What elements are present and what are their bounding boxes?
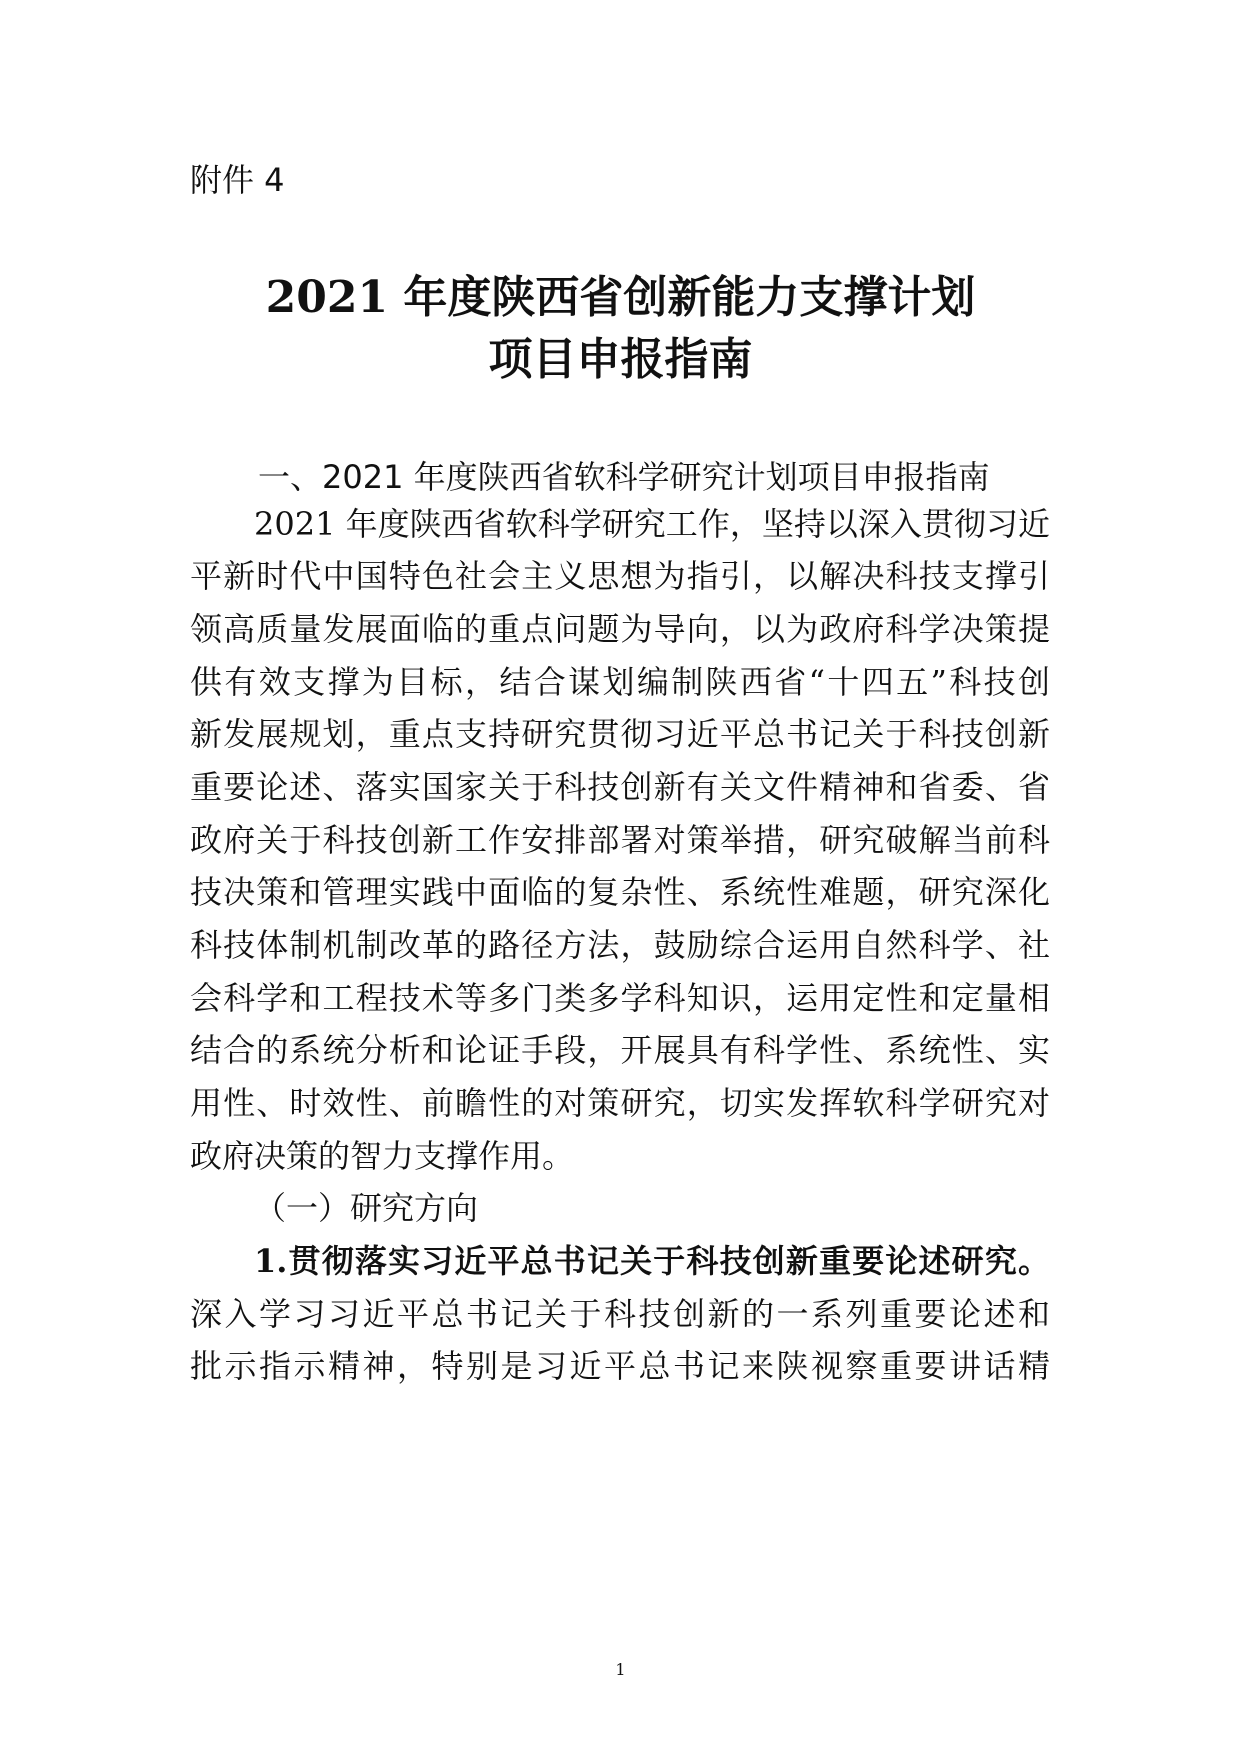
attachment-label: 附件 4 [190,161,285,199]
body-line: 重要论述、落实国家关于科技创新有关文件精神和省委、省 [190,768,1050,806]
body-line: 技决策和管理实践中面临的复杂性、系统性难题，研究深化 [190,873,1050,911]
subheading: （一）研究方向 [254,1189,479,1227]
body-line: 政府决策的智力支撑作用。 [190,1137,575,1175]
body-line: 供有效支撑为目标，结合谋划编制陕西省“十四五”科技创 [190,663,1050,701]
document-title-line-1: 2021 年度陕西省创新能力支撑计划 [265,272,976,323]
section-heading: 一、2021 年度陕西省软科学研究计划项目申报指南 [258,458,990,496]
body-line: 领高质量发展面临的重点问题为导向，以为政府科学决策提 [190,610,1050,648]
body-line: 政府关于科技创新工作安排部署对策举措，研究破解当前科 [190,821,1050,859]
document-title-line-2: 项目申报指南 [488,334,753,385]
body-line: 用性、时效性、前瞻性的对策研究，切实发挥软科学研究对 [190,1084,1050,1122]
body-line: 科技体制机制改革的路径方法，鼓励综合运用自然科学、社 [190,926,1050,964]
body-line: 结合的系统分析和论证手段，开展具有科学性、系统性、实 [190,1031,1050,1069]
body-line: 批示指示精神，特别是习近平总书记来陕视察重要讲话精 [190,1347,1050,1385]
body-line: 深入学习习近平总书记关于科技创新的一系列重要论述和 [190,1295,1050,1333]
body-line: 平新时代中国特色社会主义思想为指引，以解决科技支撑引 [190,557,1050,595]
page-number: 1 [615,1660,626,1679]
item-heading: 1.贯彻落实习近平总书记关于科技创新重要论述研究。 [254,1242,1050,1280]
body-line: 2021 年度陕西省软科学研究工作，坚持以深入贯彻习近 [254,505,1050,543]
body-line: 新发展规划，重点支持研究贯彻习近平总书记关于科技创新 [190,715,1050,753]
body-line: 会科学和工程技术等多门类多学科知识，运用定性和定量相 [190,979,1050,1017]
